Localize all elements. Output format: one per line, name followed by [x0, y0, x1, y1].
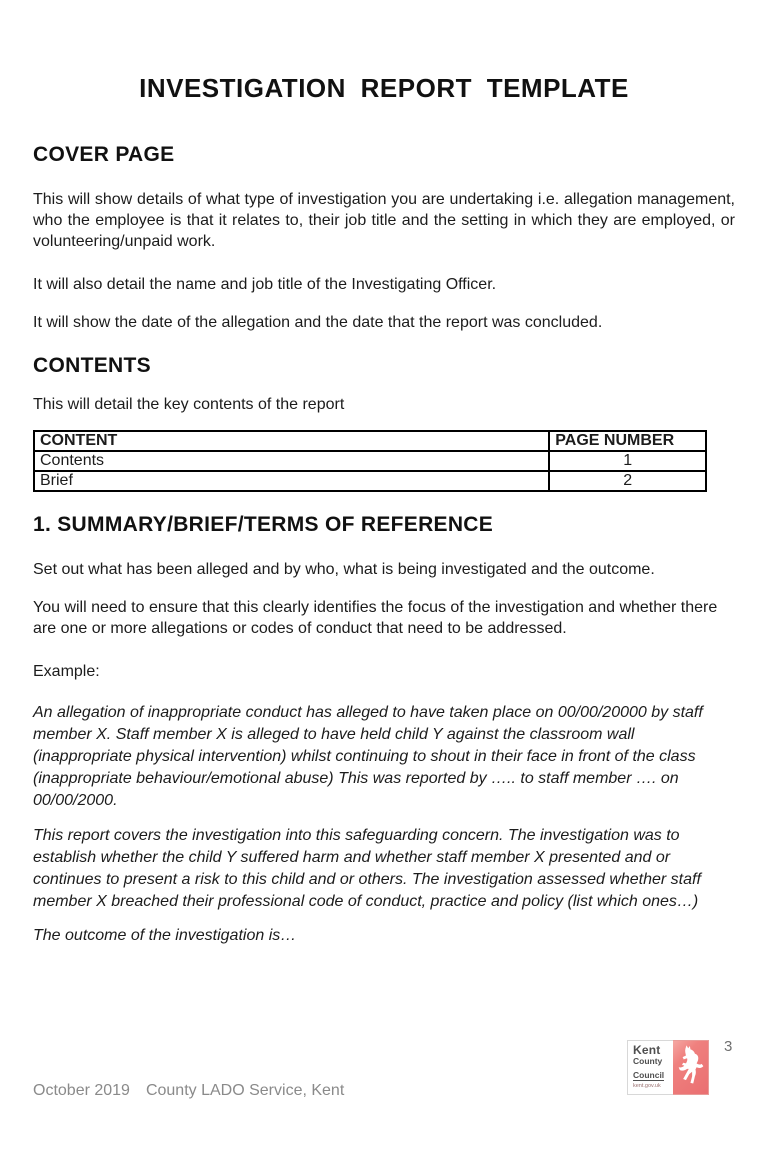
table-cell-content: Contents — [34, 451, 549, 471]
example-paragraph-3: The outcome of the investigation is… — [33, 927, 297, 944]
kcc-logo-line3: Council — [633, 1069, 665, 1080]
cover-page-paragraph-1: This will show details of what type of investigation you are undertaking i.e. allegation management, who the employee is that it relates to, their job title and the setting in which they are employed, or volunteering/unpaid work. — [33, 191, 735, 250]
kcc-logo-line2: County — [633, 1056, 663, 1066]
summary-paragraph-2: You will need to ensure that this clearly identifies the focus of the investigation and whether there are one or more allegations or codes of conduct that need to be addressed. — [33, 599, 718, 637]
table-row — [34, 451, 706, 471]
example-paragraph-1: An allegation of inappropriate conduct has alleged to have taken place on 00/00/20000 by staff member X. Staff member X is alleged to have held child Y against the classroom wall (inappropriate physical intervention) whilst continuing to shout in their face in front of the class (inappropriate behaviour/emotional abuse) This was reported by ….. to staff member …. on 00/00/2000. — [33, 704, 703, 809]
table-row — [34, 471, 706, 491]
kcc-logo-text-panel — [627, 1040, 673, 1095]
table-cell-page: 1 — [549, 451, 706, 471]
summary-paragraph-1: Set out what has been alleged and by who, what is being investigated and the outcome. — [33, 561, 655, 578]
page-title: INVESTIGATION REPORT TEMPLATE — [139, 73, 629, 103]
footer-date: October 2019 — [33, 1082, 130, 1099]
kcc-logo-url: kent.gov.uk — [633, 1082, 661, 1089]
kent-county-council-logo — [627, 1040, 709, 1095]
table-cell-content: Brief — [34, 471, 549, 491]
contents-table — [33, 430, 707, 492]
contents-heading: CONTENTS — [33, 354, 151, 377]
kcc-logo-line1: Kent — [633, 1043, 661, 1057]
table-cell-page: 2 — [549, 471, 706, 491]
contents-intro: This will detail the key contents of the report — [33, 396, 345, 413]
example-label: Example: — [33, 663, 100, 680]
example-paragraph-2: This report covers the investigation into this safeguarding concern. The investigation was to establish whether the child Y suffered harm and whether staff member X presented and or continues to present a risk to this child and or others. The investigation assessed whether staff member X breached their professional code of conduct, practice and policy (list which ones…) — [33, 827, 701, 910]
footer-text — [33, 1082, 344, 1100]
table-header-content: CONTENT — [34, 431, 549, 451]
kcc-logo-emblem-panel — [673, 1040, 709, 1095]
page-number: 3 — [724, 1038, 733, 1055]
cover-page-paragraph-3: It will show the date of the allegation and the date that the report was concluded. — [33, 314, 603, 331]
summary-heading: 1. SUMMARY/BRIEF/TERMS OF REFERENCE — [33, 513, 494, 536]
contents-table-header-row — [34, 431, 706, 451]
invicta-horse-icon — [677, 1043, 705, 1092]
footer-service-name: County LADO Service, Kent — [145, 1082, 345, 1099]
table-header-page-number: PAGE NUMBER — [549, 431, 706, 451]
cover-page-paragraph-2: It will also detail the name and job title of the Investigating Officer. — [33, 276, 497, 293]
cover-page-heading: COVER PAGE — [33, 143, 175, 166]
